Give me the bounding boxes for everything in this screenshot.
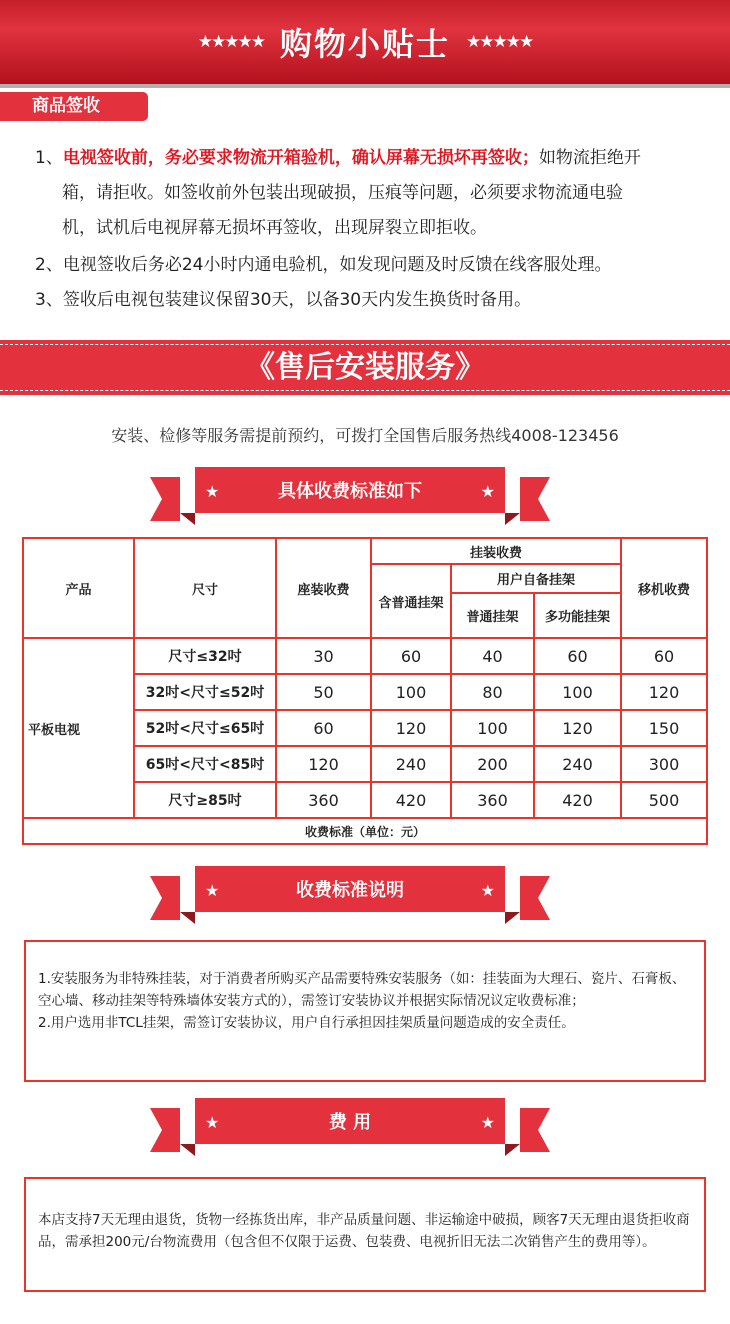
- fee-cell: 500: [621, 782, 707, 818]
- header-seat-fee: 座装收费: [276, 538, 371, 638]
- fee-table: [22, 537, 708, 845]
- ribbon-label: 具体收费标准如下: [278, 481, 422, 502]
- fee-cell: 420: [534, 782, 621, 818]
- service-banner: 《售后安装服务》: [0, 340, 730, 395]
- fee-cell: 100: [371, 674, 451, 710]
- header-multi-bracket: 多功能挂架: [534, 593, 621, 638]
- star-icon: ★: [480, 881, 495, 900]
- fee-cell: 80: [451, 674, 534, 710]
- warning-text: 电视签收前，务必要求物流开箱验机，确认屏幕无损坏再签收；: [62, 148, 539, 168]
- fee-cell: 300: [621, 746, 707, 782]
- fee-cell: 100: [451, 710, 534, 746]
- fee-cell: 60: [534, 638, 621, 674]
- section-badge-receipt: 商品签收: [0, 92, 148, 121]
- fee-cell: 240: [371, 746, 451, 782]
- header-product: 产品: [23, 538, 134, 638]
- fee-cell: 60: [276, 710, 371, 746]
- fee-cell: 60: [371, 638, 451, 674]
- size-cell: 52吋<尺寸≤65吋: [134, 710, 276, 746]
- fee-cell: 360: [451, 782, 534, 818]
- explain-p2: 2.用户选用非TCL挂架，需签订安装协议，用户自行承担因挂架质量问题造成的安全责任。: [38, 1015, 575, 1031]
- fee-cell: 60: [621, 638, 707, 674]
- fee-cell: 120: [371, 710, 451, 746]
- fee-cell: 240: [534, 746, 621, 782]
- header-move-fee: 移机收费: [621, 538, 707, 638]
- size-cell: 尺寸≤32吋: [134, 638, 276, 674]
- product-cell: 平板电视: [23, 638, 134, 818]
- fee-cell: 50: [276, 674, 371, 710]
- ribbon-label: 费 用: [328, 1112, 372, 1133]
- cost-box: [24, 1177, 706, 1292]
- cost-text: 本店支持7天无理由退货，货物一经拣货出库，非产品质量问题、非运输途中破损，顾客7天无理由退货拒收商品，需承担200元/台物流费用（包含但不仅限于运费、包装费、电视折旧无法二次销售产生的费用等）。: [38, 1212, 690, 1250]
- fee-cell: 100: [534, 674, 621, 710]
- fee-cell: 120: [276, 746, 371, 782]
- receipt-item-2: 2、电视签收后务必24小时内通电验机，如发现问题及时反馈在线客服处理。: [35, 255, 612, 275]
- star-icon: ★: [205, 482, 220, 501]
- header-incl-bracket: 含普通挂架: [371, 564, 451, 638]
- fee-cell: 420: [371, 782, 451, 818]
- header-hang-fee: 挂装收费: [371, 538, 621, 564]
- ribbon-label: 收费标准说明: [296, 880, 404, 901]
- fee-cell: 200: [451, 746, 534, 782]
- table-row: [23, 638, 707, 674]
- star-icon: ★: [205, 1113, 220, 1132]
- ribbon-fees: [150, 463, 550, 529]
- item-text: 如物流拒绝开: [538, 148, 641, 168]
- explain-box: [24, 940, 706, 1082]
- header-banner: [0, 0, 730, 88]
- star-icon: ★: [205, 881, 220, 900]
- stars-left-icon: ★★★★★: [197, 32, 264, 52]
- ribbon-cost: [150, 1094, 550, 1160]
- fee-cell: 30: [276, 638, 371, 674]
- star-icon: ★: [480, 482, 495, 501]
- fee-cell: 120: [534, 710, 621, 746]
- fee-cell: 40: [451, 638, 534, 674]
- header-normal-bracket: 普通挂架: [451, 593, 534, 638]
- header-size: 尺寸: [134, 538, 276, 638]
- size-cell: 32吋<尺寸≤52吋: [134, 674, 276, 710]
- hotline-text: 安装、检修等服务需提前预约，可拨打全国售后服务热线4008-123456: [111, 426, 619, 445]
- table-footer: 收费标准（单位：元）: [23, 818, 707, 844]
- explain-p1: 1.安装服务为非特殊挂装，对于消费者所购买产品需要特殊安装服务（如：挂装面为大理石、瓷片、石膏板、空心墙、移动挂架等特殊墙体安装方式的），需签订安装协议并根据实际情况议定收费标准；: [38, 971, 686, 1009]
- receipt-item-1-line2: 箱，请拒收。如签收前外包装出现破损，压痕等问题，必须要求物流通电验: [62, 183, 623, 203]
- fee-cell: 150: [621, 710, 707, 746]
- receipt-item-1: [35, 148, 641, 168]
- fee-cell: 360: [276, 782, 371, 818]
- size-cell: 尺寸≥85吋: [134, 782, 276, 818]
- size-cell: 65吋<尺寸<85吋: [134, 746, 276, 782]
- item-number: 1、: [35, 148, 63, 168]
- stars-right-icon: ★★★★★: [466, 32, 533, 52]
- receipt-item-3: 3、签收后电视包装建议保留30天，以备30天内发生换货时备用。: [35, 290, 532, 310]
- star-icon: ★: [480, 1113, 495, 1132]
- page-title: 购物小贴士: [279, 25, 450, 63]
- ribbon-explain: [150, 862, 550, 928]
- fee-cell: 120: [621, 674, 707, 710]
- header-own-bracket: 用户自备挂架: [451, 564, 621, 593]
- receipt-item-1-line3: 机，试机后电视屏幕无损坏再签收，出现屏裂立即拒收。: [62, 218, 487, 238]
